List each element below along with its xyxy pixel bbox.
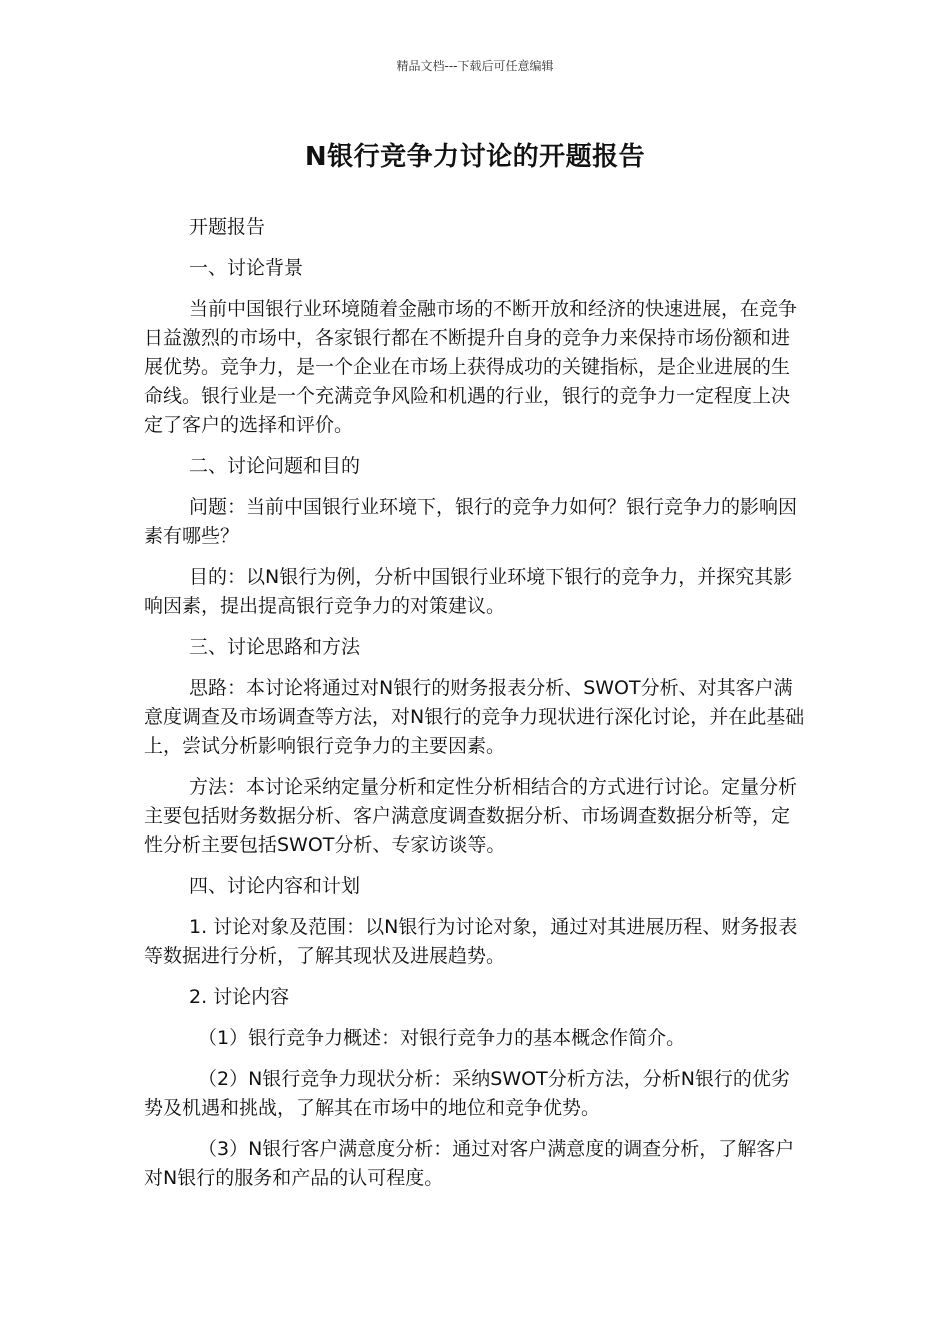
paragraph-approach: 思路：本讨论将通过对N银行的财务报表分析、SWOT分析、对其客户满意度调查及市场调查等方法，对N银行的竞争力现状进行深化讨论，并在此基础上，尝试分析影响银行竞争力的主要因素。 bbox=[144, 677, 805, 757]
section-heading-background: 一、讨论背景 bbox=[189, 257, 304, 279]
page-header: 精品文档---下载后可任意编辑 bbox=[396, 59, 554, 73]
list-item-satisfaction: （3）N银行客户满意度分析：通过对客户满意度的调查分析，了解客户对N银行的服务和产品的认可程度。 bbox=[144, 1138, 795, 1189]
paragraph-content-heading: 2. 讨论内容 bbox=[189, 986, 290, 1008]
section-heading-plan: 四、讨论内容和计划 bbox=[189, 875, 361, 897]
section-heading-questions: 二、讨论问题和目的 bbox=[189, 455, 361, 477]
paragraph-purpose: 目的：以N银行为例，分析中国银行业环境下银行的竞争力，并探究其影响因素，提出提高银行竞争力的对策建议。 bbox=[144, 566, 793, 617]
list-item-swot: （2）N银行竞争力现状分析：采纳SWOT分析方法，分析N银行的优劣势及机遇和挑战，了解其在市场中的地位和竞争优势。 bbox=[144, 1068, 790, 1119]
paragraph-report-label: 开题报告 bbox=[189, 216, 266, 238]
document-title: N银行竞争力讨论的开题报告 bbox=[304, 142, 646, 172]
document-body bbox=[144, 213, 806, 1205]
list-item-overview: （1）银行竞争力概述：对银行竞争力的基本概念作简介。 bbox=[198, 1027, 686, 1049]
section-heading-methods: 三、讨论思路和方法 bbox=[189, 636, 361, 658]
paragraph-scope: 1. 讨论对象及范围：以N银行为讨论对象，通过对其进展历程、财务报表等数据进行分析，了解其现状及进展趋势。 bbox=[144, 916, 798, 967]
paragraph-background: 当前中国银行业环境随着金融市场的不断开放和经济的快速进展，在竞争日益激烈的市场中，各家银行都在不断提升自身的竞争力来保持市场份额和进展优势。竞争力，是一个企业在市场上获得成功的关键指标，是企业进展的生命线。银行业是一个充满竞争风险和机遇的行业，银行的竞争力一定程度上决定了客户的选择和评价。 bbox=[144, 298, 798, 436]
paragraph-method: 方法：本讨论采纳定量分析和定性分析相结合的方式进行讨论。定量分析主要包括财务数据分析、客户满意度调查数据分析、市场调查数据分析等，定性分析主要包括SWOT分析、专家访谈等。 bbox=[144, 776, 798, 856]
paragraph-questions: 问题：当前中国银行业环境下，银行的竞争力如何？银行竞争力的影响因素有哪些？ bbox=[144, 496, 798, 547]
